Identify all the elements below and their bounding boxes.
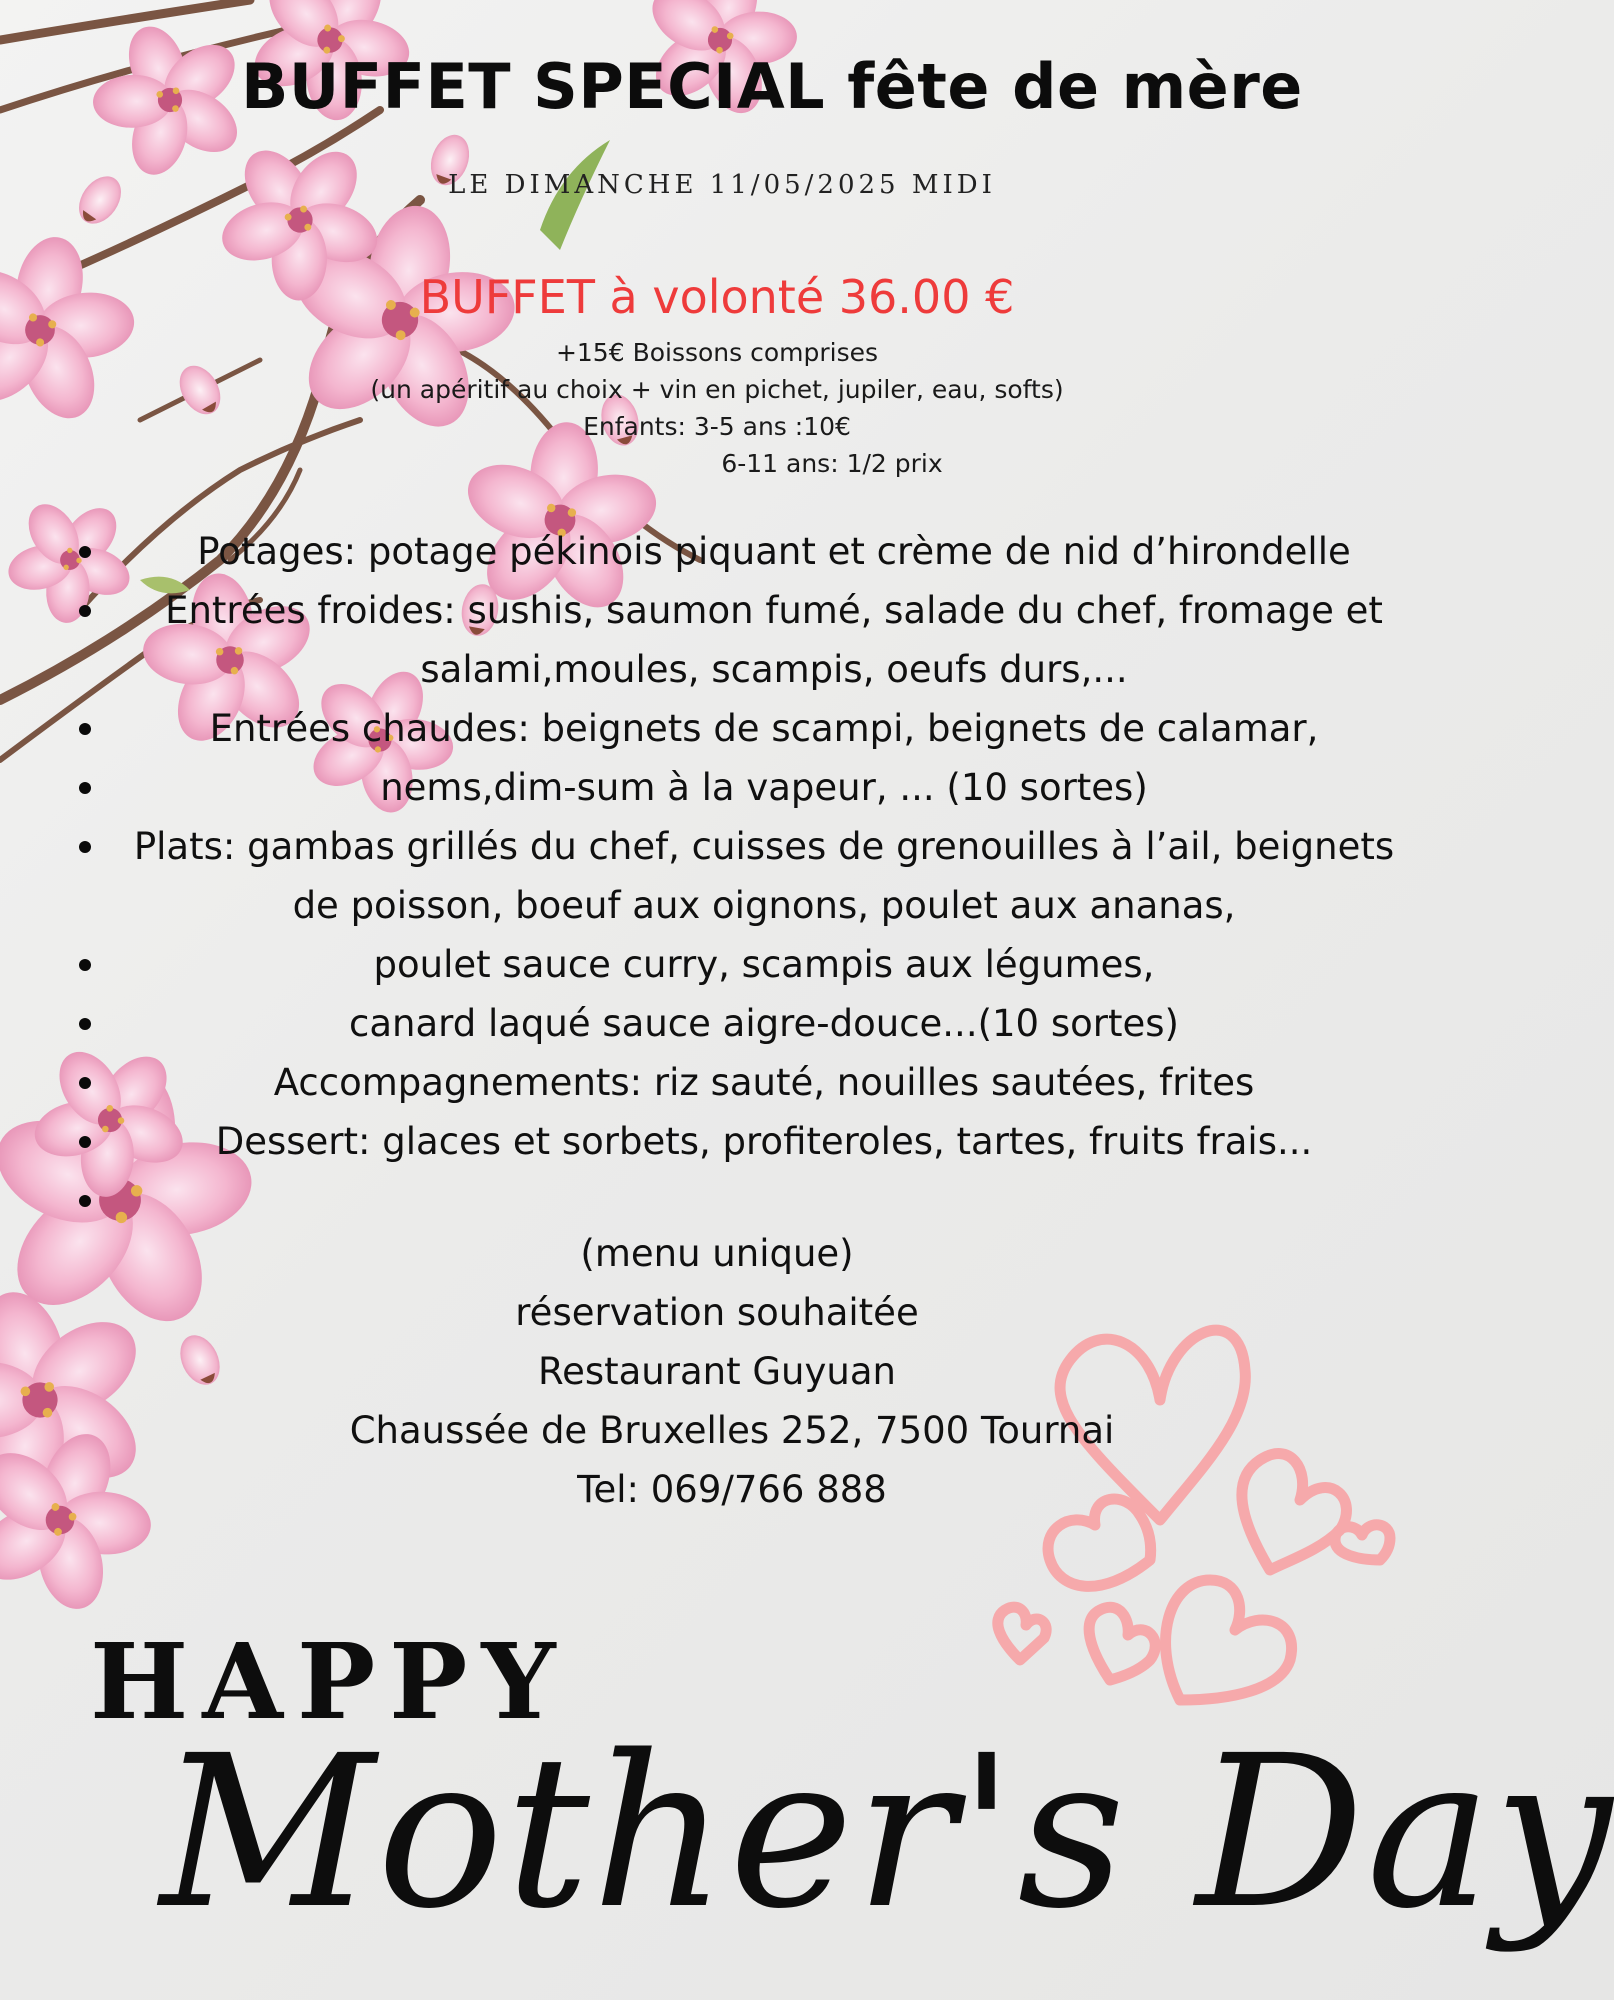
list-item (0, 758, 1414, 817)
bullet-icon (79, 1136, 91, 1148)
bullet-icon (79, 841, 91, 853)
list-item (0, 522, 1414, 581)
reservation-note: réservation souhaitée (515, 1291, 919, 1334)
drinks-detail: (un apéritif au choix + vin en pichet, jupiler, eau, softs) (370, 375, 1064, 404)
menu-item-text: nems,dim-sum à la vapeur, ... (10 sortes) (380, 766, 1148, 809)
list-item (0, 935, 1414, 994)
menu-item-text: Accompagnements: riz sauté, nouilles sautées, frites (273, 1061, 1255, 1104)
restaurant-address: Chaussée de Bruxelles 252, 7500 Tournai (349, 1409, 1115, 1452)
bullet-icon (79, 605, 91, 617)
list-item (0, 994, 1414, 1053)
bullet-icon (79, 959, 91, 971)
bullet-icon (79, 1077, 91, 1089)
menu-item-text: canard laqué sauce aigre-douce...(10 sortes) (349, 1002, 1179, 1045)
menu-item-text: Entrées froides: sushis, saumon fumé, salade du chef, fromage et salami,moules, scampis, oeufs durs,... (165, 589, 1383, 691)
list-item (0, 1112, 1414, 1171)
children-price-6-11: 6-11 ans: 1/2 prix (721, 449, 943, 478)
bullet-icon (79, 1195, 91, 1207)
menu-item-text: Plats: gambas grillés du chef, cuisses de grenouilles à l’ail, beignets de poisson, boeuf aux oignons, poulet aux ananas, (133, 825, 1395, 927)
bullet-icon (79, 1018, 91, 1030)
menu-item-text: Dessert: glaces et sorbets, profiteroles, tartes, fruits frais... (215, 1120, 1313, 1163)
page-title: BUFFET SPECIAL fête de mère (241, 50, 1303, 123)
menu-note: (menu unique) (580, 1232, 854, 1275)
menu-item-text: Potages: potage pékinois piquant et crème de nid d’hirondelle (197, 530, 1351, 573)
drinks-supplement: +15€ Boissons comprises (555, 338, 879, 367)
list-item (0, 581, 1414, 699)
menu-item-text: poulet sauce curry, scampis aux légumes, (373, 943, 1155, 986)
bullet-icon (79, 546, 91, 558)
list-item (0, 699, 1414, 758)
children-price-3-5: Enfants: 3-5 ans :10€ (583, 412, 851, 441)
menu-item-text (758, 1179, 770, 1222)
mothers-day-heading: Mother's Day (160, 1710, 1614, 1955)
menu-list (0, 522, 1414, 1230)
list-item (0, 817, 1414, 935)
menu-item-text: Entrées chaudes: beignets de scampi, beignets de calamar, (209, 707, 1319, 750)
event-date: LE DIMANCHE 11/05/2025 MIDI (448, 170, 996, 200)
restaurant-name: Restaurant Guyuan (538, 1350, 896, 1393)
bullet-icon (79, 782, 91, 794)
bullet-icon (79, 723, 91, 735)
buffet-price: BUFFET à volonté 36.00 € (419, 270, 1015, 324)
list-item (0, 1053, 1414, 1112)
list-item (0, 1171, 1414, 1230)
restaurant-phone: Tel: 069/766 888 (577, 1468, 887, 1511)
happy-heading: HAPPY (90, 1620, 570, 1743)
